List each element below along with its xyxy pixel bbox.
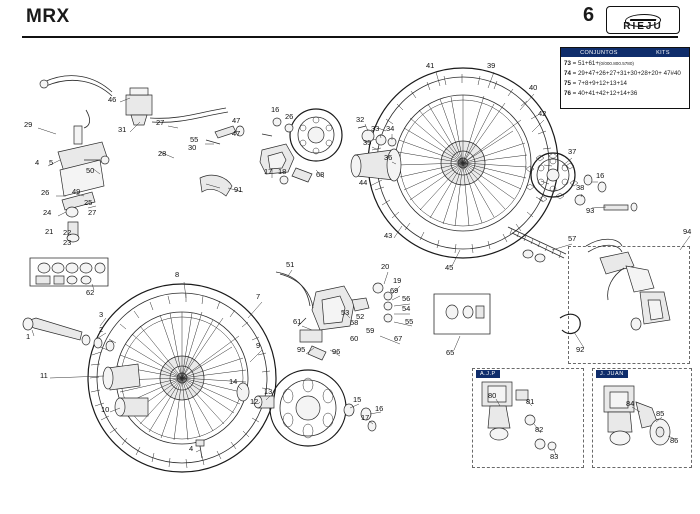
callout-46: 46: [108, 95, 117, 104]
callout-33: 33: [371, 124, 380, 133]
legend-row-id: 74: [564, 70, 571, 77]
callout-11: 11: [40, 371, 48, 380]
callout-24: 24: [43, 208, 52, 217]
callout-83: 83: [550, 452, 559, 461]
callout-36: 36: [384, 153, 393, 162]
callout-82: 82: [535, 425, 544, 434]
callout-56: 56: [402, 294, 411, 303]
callout-13: 13: [264, 387, 273, 396]
callout-8: 8: [175, 270, 180, 279]
callout-47-a: 47: [232, 116, 241, 125]
legend-row-note: (0/000.800.5780): [598, 61, 634, 66]
callout-59: 59: [366, 326, 375, 335]
callout-16-b: 16: [596, 171, 605, 180]
callout-51: 51: [286, 260, 295, 269]
callout-26-b: 26: [41, 188, 50, 197]
callout-18: 18: [278, 167, 287, 176]
callout-17-b: 17: [361, 413, 370, 422]
bracket-plate-65: [434, 294, 490, 334]
callout-92: 92: [576, 345, 585, 354]
rear-wheel-assembly: [351, 68, 558, 258]
callout-55-a: 55: [190, 135, 199, 144]
front-wheel-assembly: [88, 284, 276, 472]
callout-84: 84: [626, 399, 635, 408]
callout-54: 54: [402, 304, 411, 313]
callout-16-a: 16: [271, 105, 280, 114]
callout-44: 44: [359, 178, 368, 187]
callout-52: 52: [356, 312, 365, 321]
callout-5: 5: [49, 158, 54, 167]
callout-35: 35: [363, 138, 372, 147]
callout-27: 27: [156, 118, 165, 127]
legend-row-text: = 51+61+: [572, 60, 599, 67]
callout-39: 39: [487, 61, 496, 70]
bearing-kit: [30, 258, 108, 286]
front-brake-disc: [270, 370, 346, 446]
callout-38: 38: [576, 183, 585, 192]
legend-row-id: 75: [564, 80, 571, 87]
callout-10: 10: [101, 405, 110, 414]
callout-31: 31: [118, 125, 127, 134]
callout-12: 12: [250, 397, 259, 406]
right-brake-lever-group: [586, 239, 670, 330]
callout-25: 25: [84, 198, 93, 207]
callout-47-b: 47: [232, 129, 241, 138]
legend-row-id: 76: [564, 90, 571, 97]
callout-32: 32: [356, 115, 365, 124]
callout-81: 81: [526, 397, 535, 406]
legend-row-id: 73: [564, 60, 571, 67]
callout-50: 50: [86, 166, 95, 175]
callout-23: 23: [63, 238, 72, 247]
callout-27-b: 27: [88, 208, 97, 217]
page-number: 6: [583, 4, 595, 26]
callout-91: 91: [234, 185, 243, 194]
callout-34: 34: [386, 124, 395, 133]
front-small-parts: [196, 383, 376, 458]
callout-15: 15: [353, 395, 362, 404]
legend-row-text: = 7+8+9+12+13+14: [572, 80, 627, 87]
callout-61: 61: [293, 317, 302, 326]
callout-85: 85: [656, 409, 665, 418]
callout-4-a: 4: [35, 158, 40, 167]
callout-49: 49: [72, 187, 81, 196]
legend-row-text: = 29+47+26+27+31+30+28+20+ 47#40: [572, 70, 681, 77]
legend-col-kits: KITS: [656, 49, 670, 56]
callout-55-b: 55: [405, 317, 414, 326]
legend-row-text: = 40+41+42+12+14+36: [572, 90, 638, 97]
callout-53: 53: [341, 308, 350, 317]
page-title: MRX: [26, 6, 70, 27]
callout-80: 80: [488, 391, 497, 400]
legend-col-conjuntos: CONJUNTOS: [580, 49, 618, 56]
ajp-group-tag: A.J.P: [476, 370, 500, 378]
callout-58: 58: [350, 318, 359, 327]
callout-19: 19: [393, 276, 402, 285]
callout-93: 93: [586, 206, 595, 215]
callout-62: 62: [86, 288, 95, 297]
callout-22: 22: [63, 228, 72, 237]
callout-40: 40: [529, 83, 538, 92]
callout-2: 2: [99, 325, 104, 334]
callout-14: 14: [229, 377, 238, 386]
callout-86: 86: [670, 436, 679, 445]
callout-28: 28: [158, 149, 167, 158]
callout-20: 20: [381, 262, 390, 271]
callout-37: 37: [568, 147, 577, 156]
callout-1: 1: [26, 332, 31, 341]
clip-92: [560, 314, 580, 333]
callout-57: 57: [568, 234, 577, 243]
callout-41: 41: [426, 61, 435, 70]
callout-68: 68: [316, 170, 325, 179]
drive-chain: [508, 227, 566, 262]
callout-43: 43: [384, 231, 393, 240]
callout-45: 45: [445, 263, 454, 272]
front-axle-rod: [23, 318, 114, 351]
callout-94: 94: [683, 227, 692, 236]
callout-60: 60: [350, 334, 359, 343]
callout-29: 29: [24, 120, 33, 129]
callout-30: 30: [188, 143, 197, 152]
callout-4-b: 4: [189, 444, 194, 453]
callout-67: 67: [394, 334, 403, 343]
rear-fasteners: [575, 175, 637, 211]
callout-96: 96: [332, 347, 341, 356]
callout-17-a: 17: [264, 167, 273, 176]
rear-master-cylinder-group: [40, 76, 244, 242]
callout-26-a: 26: [285, 112, 294, 121]
callout-3: 3: [99, 310, 104, 319]
callout-16-c: 16: [375, 404, 384, 413]
jjuan-group-tag: J. JUAN: [596, 370, 628, 378]
callout-69: 69: [390, 286, 399, 295]
callout-9: 9: [256, 341, 261, 350]
callout-95: 95: [297, 345, 306, 354]
callout-65: 65: [446, 348, 455, 357]
brand-name: RIEJU: [623, 21, 663, 32]
callout-21: 21: [45, 227, 54, 236]
callout-42: 42: [538, 109, 547, 118]
callout-7: 7: [256, 292, 261, 301]
